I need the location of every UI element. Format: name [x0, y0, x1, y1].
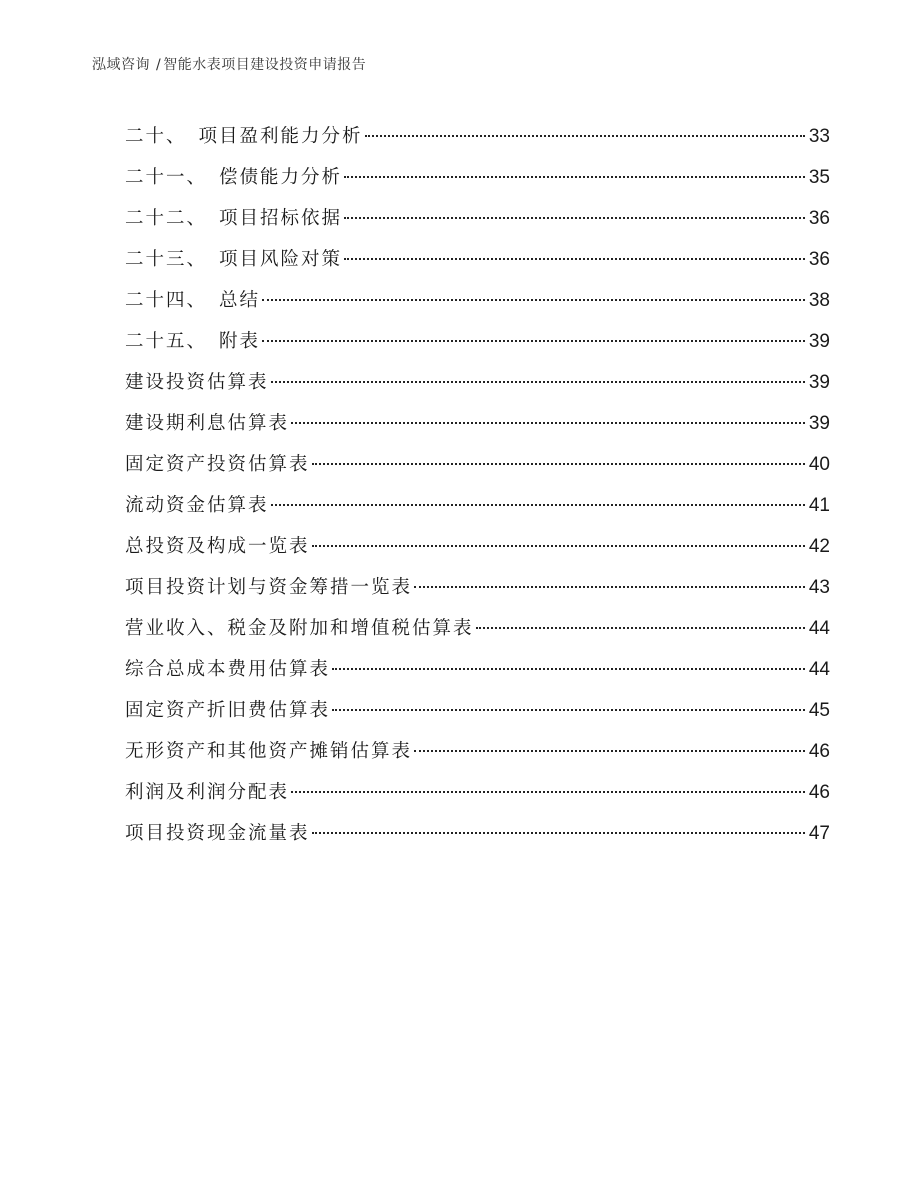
- toc-entry[interactable]: [125, 327, 830, 368]
- toc-leader-dots: [344, 176, 805, 178]
- toc-leader-dots: [344, 217, 805, 219]
- toc-entry-title: 固定资产投资估算表: [125, 454, 310, 475]
- toc-entry-page: 44: [808, 659, 830, 680]
- header-separator: /: [156, 57, 162, 73]
- toc-entry-label: [125, 450, 310, 476]
- toc-entry[interactable]: [125, 737, 830, 778]
- toc-entry-title: 项目盈利能力分析: [198, 126, 363, 147]
- toc-entry[interactable]: [125, 819, 830, 860]
- toc-entry-page: 36: [808, 249, 830, 270]
- toc-entry-page: 35: [808, 167, 830, 188]
- toc-entry-page: 47: [808, 823, 830, 844]
- toc-entry-title: 项目风险对策: [219, 249, 343, 270]
- toc-entry-page: 44: [808, 618, 830, 639]
- toc-leader-dots: [414, 586, 805, 588]
- toc-leader-dots: [476, 627, 805, 629]
- toc-entry-label: [125, 286, 260, 312]
- toc-leader-dots: [312, 545, 805, 547]
- toc-entry[interactable]: [125, 368, 830, 409]
- toc-entry-page: 43: [808, 577, 830, 598]
- toc-entry-number: 二十一、: [125, 167, 208, 188]
- toc-leader-dots: [332, 709, 805, 711]
- toc-entry[interactable]: [125, 778, 830, 819]
- toc-entry[interactable]: [125, 532, 830, 573]
- toc-entry-label: [125, 737, 412, 763]
- toc-entry-page: 39: [808, 331, 830, 352]
- header-company: 泓域咨询: [92, 57, 150, 73]
- header-doc-title: 智能水表项目建设投资申请报告: [163, 57, 367, 73]
- toc-entry-label: [125, 696, 330, 722]
- toc-entry-page: 41: [808, 495, 830, 516]
- toc-leader-dots: [332, 668, 805, 670]
- toc-entry-label: [125, 614, 474, 640]
- toc-entry-label: [125, 327, 260, 353]
- toc-leader-dots: [414, 750, 805, 752]
- toc-leader-dots: [344, 258, 805, 260]
- toc-entry[interactable]: [125, 450, 830, 491]
- toc-entry-title: 项目投资计划与资金筹措一览表: [125, 577, 413, 598]
- toc-entry[interactable]: [125, 409, 830, 450]
- page-header: [92, 54, 366, 74]
- toc-entry-page: 33: [808, 126, 830, 147]
- toc-entry-title: 利润及利润分配表: [125, 782, 290, 803]
- toc-entry-number: 二十、: [125, 126, 187, 147]
- toc-entry-title: 附表: [219, 331, 261, 352]
- toc-entry[interactable]: [125, 122, 830, 163]
- toc-entry-label: [125, 204, 342, 230]
- toc-entry-title: 建设期利息估算表: [125, 413, 290, 434]
- toc-entry[interactable]: [125, 491, 830, 532]
- toc-leader-dots: [291, 422, 805, 424]
- toc-entry-page: 42: [808, 536, 830, 557]
- toc-entry-label: [125, 409, 289, 435]
- toc-entry-label: [125, 532, 310, 558]
- toc-entry-title: 固定资产折旧费估算表: [125, 700, 331, 721]
- toc-entry[interactable]: [125, 163, 830, 204]
- table-of-contents: [125, 122, 830, 860]
- toc-entry[interactable]: [125, 286, 830, 327]
- toc-entry-label: [125, 122, 363, 148]
- toc-entry[interactable]: [125, 245, 830, 286]
- toc-entry-title: 总投资及构成一览表: [125, 536, 310, 557]
- toc-entry-title: 总结: [219, 290, 261, 311]
- toc-entry-number: 二十二、: [125, 208, 208, 229]
- toc-leader-dots: [312, 463, 805, 465]
- toc-entry-title: 无形资产和其他资产摊销估算表: [125, 741, 413, 762]
- toc-entry-page: 38: [808, 290, 830, 311]
- toc-leader-dots: [271, 381, 805, 383]
- toc-entry[interactable]: [125, 696, 830, 737]
- toc-entry-label: [125, 491, 269, 517]
- toc-entry[interactable]: [125, 655, 830, 696]
- toc-entry-page: 39: [808, 372, 830, 393]
- toc-entry-label: [125, 573, 412, 599]
- toc-entry-page: 39: [808, 413, 830, 434]
- toc-entry[interactable]: [125, 204, 830, 245]
- toc-entry-page: 46: [808, 782, 830, 803]
- toc-entry-label: [125, 819, 310, 845]
- toc-leader-dots: [365, 135, 805, 137]
- toc-entry-label: [125, 655, 330, 681]
- toc-entry-title: 项目投资现金流量表: [125, 823, 310, 844]
- toc-entry-title: 项目招标依据: [219, 208, 343, 229]
- toc-leader-dots: [312, 832, 805, 834]
- toc-entry-page: 36: [808, 208, 830, 229]
- toc-entry-title: 建设投资估算表: [125, 372, 269, 393]
- toc-entry-number: 二十五、: [125, 331, 208, 352]
- toc-entry-title: 营业收入、税金及附加和增值税估算表: [125, 618, 474, 639]
- toc-entry-label: [125, 778, 289, 804]
- toc-leader-dots: [291, 791, 805, 793]
- toc-entry-title: 流动资金估算表: [125, 495, 269, 516]
- toc-entry-page: 40: [808, 454, 830, 475]
- toc-entry-number: 二十四、: [125, 290, 208, 311]
- toc-entry-label: [125, 163, 342, 189]
- toc-entry-label: [125, 245, 342, 271]
- toc-entry-title: 综合总成本费用估算表: [125, 659, 331, 680]
- toc-entry[interactable]: [125, 573, 830, 614]
- toc-leader-dots: [271, 504, 805, 506]
- toc-entry-page: 45: [808, 700, 830, 721]
- toc-entry-label: [125, 368, 269, 394]
- toc-entry-page: 46: [808, 741, 830, 762]
- toc-entry-number: 二十三、: [125, 249, 208, 270]
- toc-leader-dots: [262, 340, 805, 342]
- toc-entry-title: 偿债能力分析: [219, 167, 343, 188]
- toc-entry[interactable]: [125, 614, 830, 655]
- toc-leader-dots: [262, 299, 805, 301]
